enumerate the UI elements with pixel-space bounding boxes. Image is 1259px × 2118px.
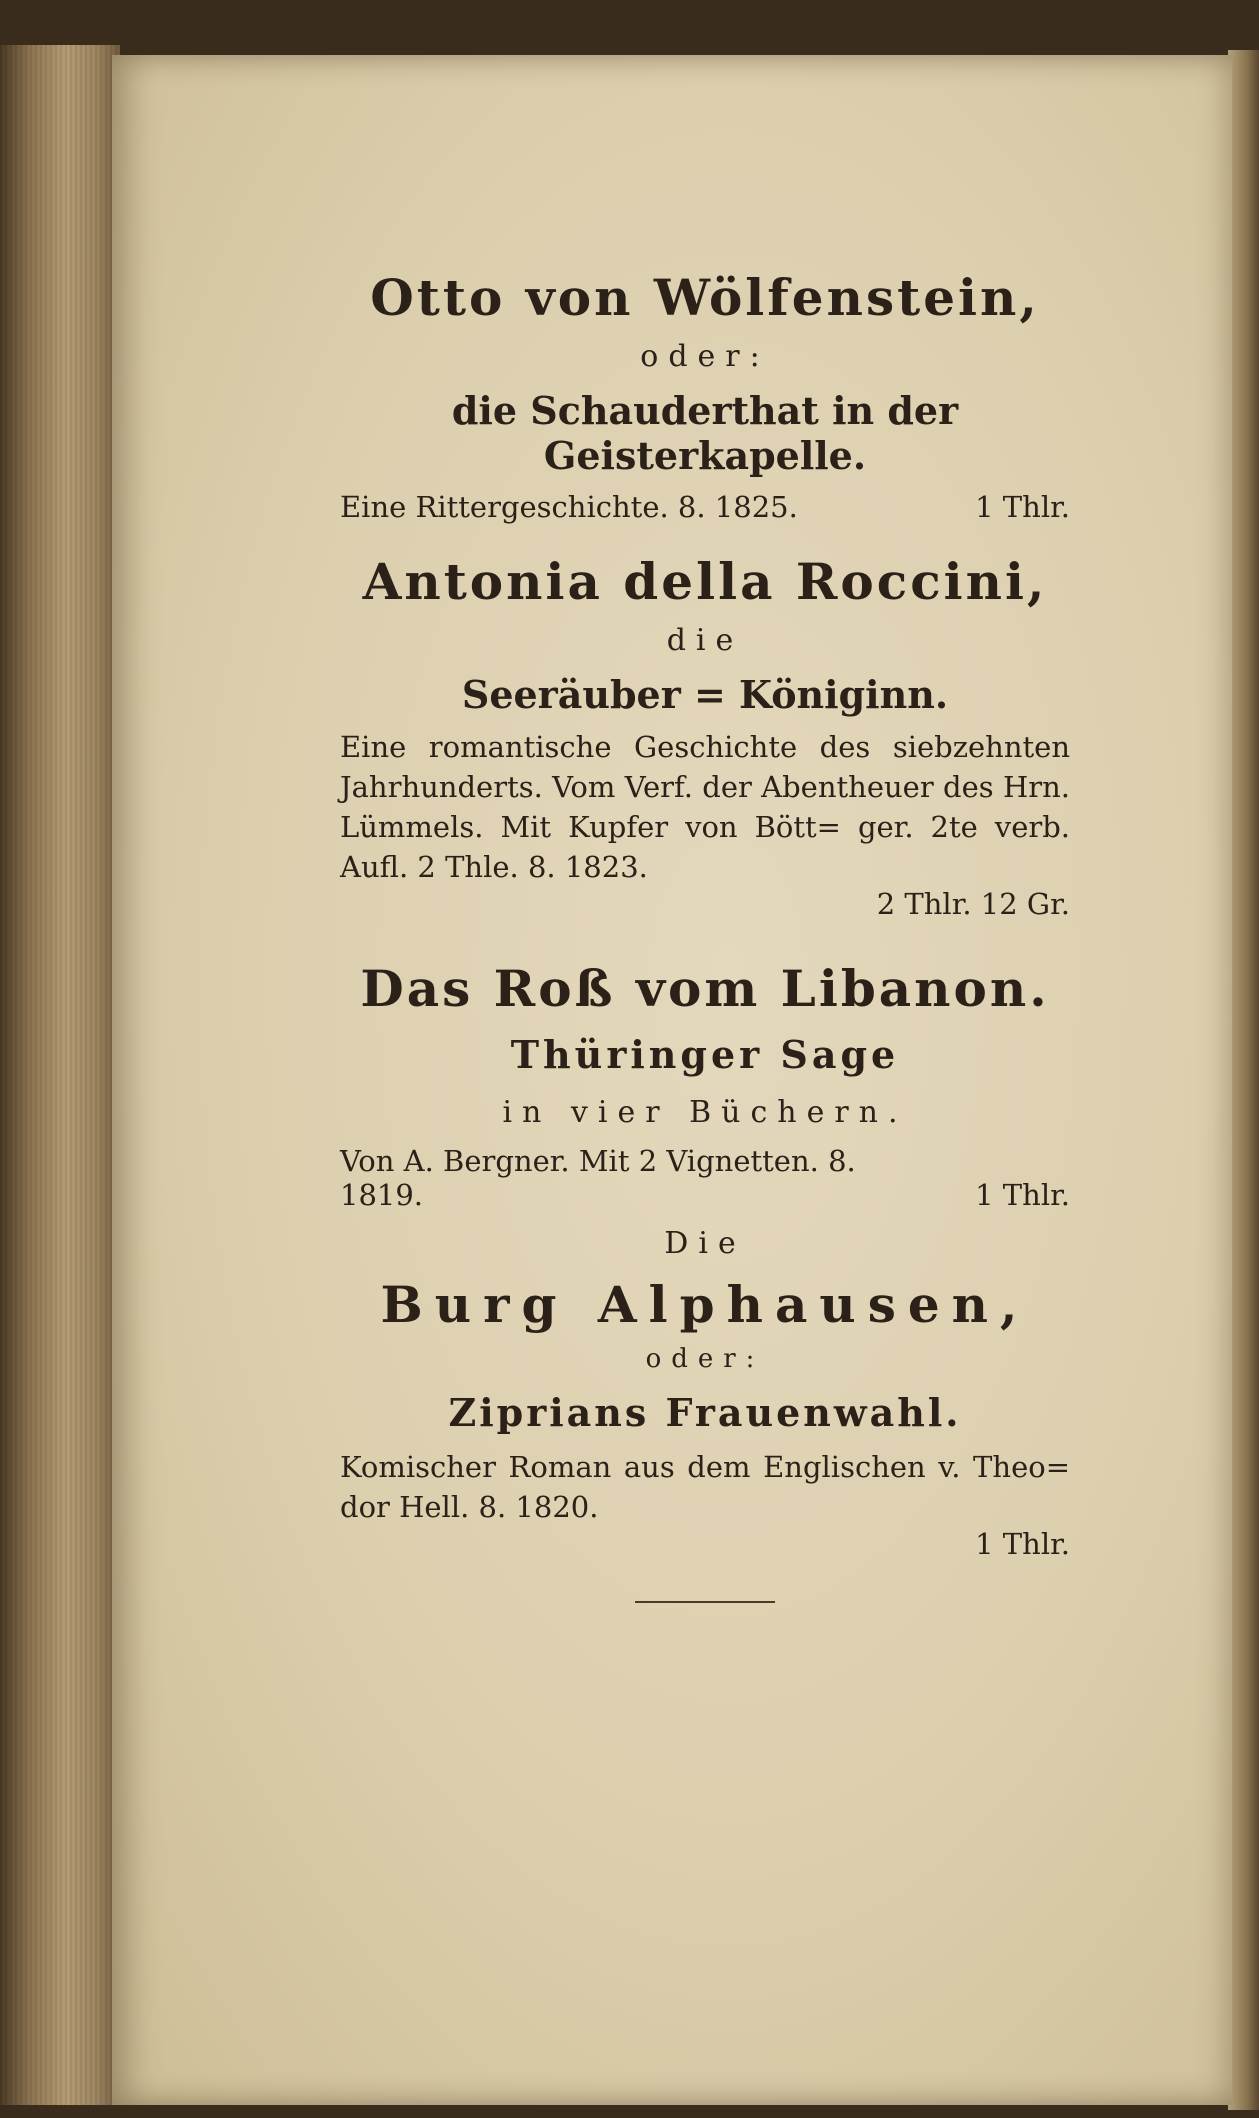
entry-price: 1 Thlr.: [975, 1178, 1070, 1213]
entry-title: Das Roß vom Libanon.: [360, 959, 1050, 1019]
entry-description: Eine romantische Geschichte des siebzehnten Jahrhunderts. Vom Verf. der Abentheuer des Hrn. Lümmels. Mit Kupfer von Bött= ger. 2te verb. Aufl. 2 Thle. 8. 1823.: [340, 730, 1070, 885]
entry-pre-title: Die: [664, 1226, 746, 1262]
entry-connector: oder:: [645, 1344, 765, 1375]
entry-subtitle: die Schauderthat in der Geisterkapelle.: [451, 388, 959, 478]
entry-connector: die: [666, 623, 744, 658]
entry-price: 1 Thlr.: [975, 1527, 1070, 1562]
book-right-edge: [1228, 50, 1259, 2110]
divider-rule: [635, 1601, 775, 1603]
entry-title: Burg Alphausen,: [380, 1275, 1030, 1335]
entry-details-row: [340, 1178, 1070, 1212]
entry-details-row: [340, 490, 1070, 524]
entry-connector: in vier Büchern.: [502, 1095, 908, 1131]
catalog-entry: [340, 961, 1070, 1212]
catalog-entry: [340, 554, 1070, 921]
entry-connector: oder:: [640, 339, 770, 374]
entry-price: 2 Thlr. 12 Gr.: [876, 887, 1070, 922]
entry-description: Komischer Roman aus dem Englischen v. Theo= dor Hell. 8. 1820.: [340, 1450, 1070, 1525]
entry-title: Antonia della Roccini,: [362, 552, 1048, 611]
catalog-listing: [340, 270, 1070, 1603]
book-page-stack: [0, 45, 120, 2105]
entry-title: Otto von Wölfenstein,: [370, 268, 1040, 327]
entry-price: 1 Thlr.: [975, 490, 1070, 524]
entry-subtitle: Ziprians Frauenwahl.: [448, 1390, 962, 1436]
entry-description: Von A. Bergner. Mit 2 Vignetten. 8.: [340, 1144, 856, 1179]
catalog-entry: [340, 270, 1070, 524]
entry-subtitle: Seeräuber = Königinn.: [461, 672, 949, 717]
entry-year: 1819.: [340, 1178, 424, 1213]
entry-subtitle: Thüringer Sage: [510, 1032, 900, 1078]
entry-details-row: [340, 1144, 1070, 1178]
entry-description: Eine Rittergeschichte. 8. 1825.: [340, 490, 798, 524]
catalog-entry: [340, 1226, 1070, 1561]
